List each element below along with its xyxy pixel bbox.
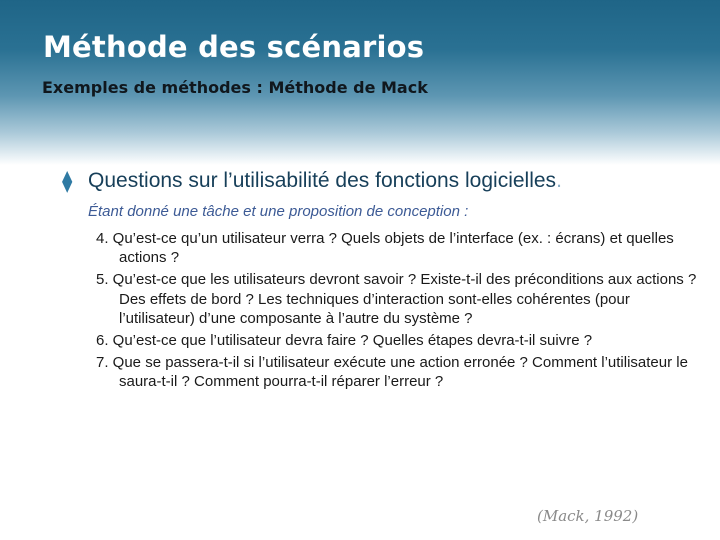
slide-subtitle: Exemples de méthodes : Méthode de Mack xyxy=(42,78,428,97)
given-line: Étant donné une tâche et une proposition de conception : xyxy=(88,203,469,220)
list-item: 6. Qu’est-ce que l’utilisateur devra faire ? Quelles étapes devra-t-il suivre ? xyxy=(96,332,593,350)
slide-header xyxy=(0,0,720,165)
slide-title: Méthode des scénarios xyxy=(43,30,425,64)
question-list xyxy=(96,229,706,395)
citation: (Mack, 1992) xyxy=(537,507,639,525)
bullet-heading xyxy=(88,169,562,193)
bullet-heading-period: . xyxy=(556,169,562,192)
list-item: 5. Qu’est-ce que les utilisateurs devront savoir ? Existe-t-il des préconditions aux actions ? Des effets de bord ? Les techniques d’interaction sont-elles cohérentes (pour l’utilisateur) d’une composante à l’autre du système ? xyxy=(96,271,697,327)
list-item: 4. Qu’est-ce qu’un utilisateur verra ? Quels objets de l’interface (ex. : écrans) et quelles actions ? xyxy=(96,230,674,267)
diamond-bullet-icon: ⧫ xyxy=(62,169,73,193)
list-item: 7. Que se passera-t-il si l’utilisateur exécute une action erronée ? Comment l’utilisateur le saura-t-il ? Comment pourra-t-il réparer l’erreur ? xyxy=(96,354,688,391)
bullet-heading-text: Questions sur l’utilisabilité des fonctions logicielles xyxy=(88,169,557,192)
